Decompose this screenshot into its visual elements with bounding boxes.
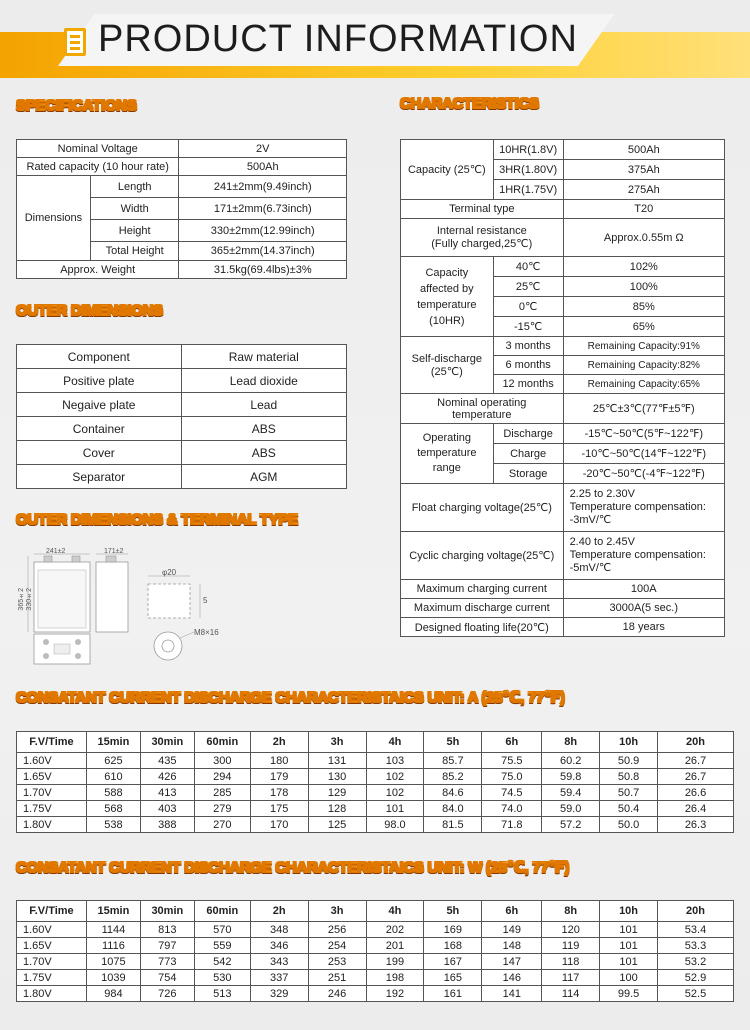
materials-table — [16, 344, 347, 489]
char-value: 102% — [563, 257, 724, 277]
discharge-value-cell: 1144 — [86, 922, 140, 938]
table-row — [17, 753, 734, 769]
discharge-value-cell: 984 — [86, 986, 140, 1002]
material-component: Cover — [17, 441, 182, 465]
float-voltage: 2.25 to 2.30V — [569, 488, 636, 500]
discharge-header-cell: 60min — [194, 732, 250, 753]
discharge-value-cell: 300 — [194, 753, 250, 769]
discharge-value-cell: 59.8 — [542, 769, 600, 785]
specifications-table — [16, 139, 347, 279]
terminal-height-label: 5 — [203, 596, 208, 605]
char-label: Operating temperature range — [401, 424, 494, 484]
discharge-header-cell: 6h — [482, 901, 542, 922]
char-label — [401, 219, 564, 257]
char-value: 85% — [563, 297, 724, 317]
discharge-value-cell: 103 — [366, 753, 424, 769]
discharge-value-cell: 50.7 — [600, 785, 658, 801]
discharge-value-cell: 118 — [542, 954, 600, 970]
discharge-value-cell: 254 — [308, 938, 366, 954]
char-sub: 1HR(1.75V) — [493, 180, 563, 200]
battery-outline-svg — [18, 548, 228, 673]
discharge-value-cell: 147 — [482, 954, 542, 970]
discharge-value-cell: 85.2 — [424, 769, 482, 785]
terminal-diameter-label: φ20 — [162, 568, 177, 577]
discharge-value-cell: 50.8 — [600, 769, 658, 785]
discharge-header-cell: 4h — [366, 732, 424, 753]
discharge-value-cell: 26.7 — [658, 753, 734, 769]
char-value: 3000A(5 sec.) — [563, 599, 724, 618]
spec-label: Rated capacity (10 hour rate) — [17, 158, 179, 176]
material-component: Separator — [17, 465, 182, 489]
materials-header: Raw material — [181, 345, 346, 369]
float-comp-value: -3mV/℃ — [569, 514, 612, 526]
table-row — [17, 986, 734, 1002]
outer-terminal-heading: OUTER DIMENSIONS & TERMINAL TYPE — [16, 511, 298, 528]
table-row — [17, 785, 734, 801]
discharge-voltage-cell: 1.65V — [17, 769, 87, 785]
spec-value: 365±2mm(14.37inch) — [179, 242, 347, 261]
discharge-value-cell: 71.8 — [482, 817, 542, 833]
char-sub: 10HR(1.8V) — [493, 140, 563, 160]
discharge-value-cell: 192 — [366, 986, 424, 1002]
discharge-header-cell: 30min — [140, 901, 194, 922]
discharge-value-cell: 403 — [140, 801, 194, 817]
char-label: Self-discharge (25℃) — [401, 337, 494, 394]
discharge-value-cell: 538 — [86, 817, 140, 833]
discharge-header-cell: 2h — [250, 732, 308, 753]
discharge-value-cell: 101 — [600, 938, 658, 954]
dim-width-label: 171±2 — [104, 548, 124, 555]
discharge-value-cell: 435 — [140, 753, 194, 769]
char-value: Remaining Capacity:65% — [563, 375, 724, 394]
discharge-header-cell: 10h — [600, 901, 658, 922]
dim-length-label: 241±2 — [46, 548, 66, 555]
material-component: Negaive plate — [17, 393, 182, 417]
discharge-header-cell: 5h — [424, 901, 482, 922]
discharge-value-cell: 256 — [308, 922, 366, 938]
discharge-value-cell: 148 — [482, 938, 542, 954]
discharge-value-cell: 26.6 — [658, 785, 734, 801]
discharge-header-cell: 2h — [250, 901, 308, 922]
discharge-header-cell: F.V/Time — [17, 901, 87, 922]
discharge-value-cell: 129 — [308, 785, 366, 801]
discharge-value-cell: 98.0 — [366, 817, 424, 833]
discharge-value-cell: 102 — [366, 769, 424, 785]
discharge-header-cell: 60min — [194, 901, 250, 922]
table-row — [17, 970, 734, 986]
char-label: Capacity affected by temperature (10HR) — [401, 257, 494, 337]
page-title: PRODUCT INFORMATION — [98, 18, 578, 60]
discharge-value-cell: 131 — [308, 753, 366, 769]
char-label: Cyclic charging voltage(25℃) — [401, 532, 564, 580]
discharge-w-table — [16, 900, 734, 1002]
discharge-value-cell: 570 — [194, 922, 250, 938]
discharge-value-cell: 343 — [250, 954, 308, 970]
char-label: Float charging voltage(25℃) — [401, 484, 564, 532]
discharge-value-cell: 125 — [308, 817, 366, 833]
discharge-value-cell: 53.3 — [658, 938, 734, 954]
material-component: Positive plate — [17, 369, 182, 393]
discharge-value-cell: 279 — [194, 801, 250, 817]
discharge-value-cell: 178 — [250, 785, 308, 801]
discharge-value-cell: 26.4 — [658, 801, 734, 817]
char-value — [563, 532, 724, 580]
discharge-voltage-cell: 1.60V — [17, 753, 87, 769]
discharge-value-cell: 348 — [250, 922, 308, 938]
char-value: -20℃~50℃(-4℉~122℉) — [563, 464, 724, 484]
discharge-header-cell: F.V/Time — [17, 732, 87, 753]
discharge-value-cell: 170 — [250, 817, 308, 833]
table-row — [17, 954, 734, 970]
char-sub: Discharge — [493, 424, 563, 444]
spec-label: Approx. Weight — [17, 261, 179, 279]
char-value: 275Ah — [563, 180, 724, 200]
discharge-value-cell: 559 — [194, 938, 250, 954]
discharge-voltage-cell: 1.80V — [17, 817, 87, 833]
char-value: Approx.0.55m Ω — [563, 219, 724, 257]
char-value: -15℃~50℃(5℉~122℉) — [563, 424, 724, 444]
discharge-value-cell: 198 — [366, 970, 424, 986]
spec-label: Width — [90, 198, 179, 220]
discharge-w-heading: CONSATANT CURRENT DISCHARGE CHARACTERISTAICS UNIT: W (25℃, 77℉) — [16, 859, 570, 876]
materials-header: Component — [17, 345, 182, 369]
spec-label: Height — [90, 220, 179, 242]
char-value: -10℃~50℃(14℉~122℉) — [563, 444, 724, 464]
discharge-value-cell: 75.0 — [482, 769, 542, 785]
discharge-value-cell: 413 — [140, 785, 194, 801]
discharge-header-cell: 8h — [542, 732, 600, 753]
discharge-value-cell: 52.5 — [658, 986, 734, 1002]
discharge-value-cell: 426 — [140, 769, 194, 785]
discharge-value-cell: 26.3 — [658, 817, 734, 833]
char-sub: Charge — [493, 444, 563, 464]
discharge-value-cell: 119 — [542, 938, 600, 954]
discharge-value-cell: 201 — [366, 938, 424, 954]
discharge-voltage-cell: 1.80V — [17, 986, 87, 1002]
char-value: 375Ah — [563, 160, 724, 180]
discharge-value-cell: 84.0 — [424, 801, 482, 817]
discharge-value-cell: 610 — [86, 769, 140, 785]
discharge-value-cell: 101 — [366, 801, 424, 817]
discharge-header-cell: 20h — [658, 901, 734, 922]
discharge-header-cell: 5h — [424, 732, 482, 753]
char-value: T20 — [563, 200, 724, 219]
char-value: 18 years — [563, 618, 724, 637]
spec-label: Dimensions — [17, 176, 91, 261]
outer-dimensions-heading: OUTER DIMENSIONS — [16, 302, 163, 319]
char-label: Designed floating life(20℃) — [401, 618, 564, 637]
discharge-voltage-cell: 1.60V — [17, 922, 87, 938]
discharge-header-cell: 8h — [542, 901, 600, 922]
bolt-label: M8×16 — [194, 628, 219, 637]
material-value: ABS — [181, 441, 346, 465]
discharge-value-cell: 101 — [600, 954, 658, 970]
discharge-value-cell: 726 — [140, 986, 194, 1002]
char-sub: 6 months — [493, 356, 563, 375]
discharge-header-cell: 15min — [86, 732, 140, 753]
discharge-value-cell: 114 — [542, 986, 600, 1002]
discharge-header-cell: 3h — [308, 732, 366, 753]
cyclic-comp-value: -5mV/℃ — [569, 562, 612, 574]
table-row — [17, 817, 734, 833]
discharge-value-cell: 813 — [140, 922, 194, 938]
discharge-value-cell: 26.7 — [658, 769, 734, 785]
discharge-value-cell: 270 — [194, 817, 250, 833]
discharge-value-cell: 530 — [194, 970, 250, 986]
char-sub: Storage — [493, 464, 563, 484]
char-value: 100A — [563, 580, 724, 599]
cyclic-comp-label: Temperature compensation: — [569, 549, 706, 561]
discharge-value-cell: 52.9 — [658, 970, 734, 986]
dim-height2-label: 330±2 — [26, 588, 33, 611]
discharge-header-cell: 20h — [658, 732, 734, 753]
discharge-a-heading: CONSATANT CURRENT DISCHARGE CHARACTERISTAICS UNIT: A (25℃, 77℉) — [16, 689, 565, 706]
char-value: Remaining Capacity:82% — [563, 356, 724, 375]
ir-label-line2: (Fully charged,25℃) — [431, 238, 533, 250]
discharge-value-cell: 50.4 — [600, 801, 658, 817]
discharge-voltage-cell: 1.70V — [17, 954, 87, 970]
discharge-header-cell: 10h — [600, 732, 658, 753]
char-sub: -15℃ — [493, 317, 563, 337]
discharge-value-cell: 141 — [482, 986, 542, 1002]
discharge-value-cell: 1075 — [86, 954, 140, 970]
discharge-value-cell: 202 — [366, 922, 424, 938]
spec-label: Total Height — [90, 242, 179, 261]
char-label: Nominal operating temperature — [401, 394, 564, 424]
table-row — [17, 769, 734, 785]
discharge-value-cell: 175 — [250, 801, 308, 817]
discharge-value-cell: 1039 — [86, 970, 140, 986]
spec-value: 171±2mm(6.73inch) — [179, 198, 347, 220]
char-label: Capacity (25℃) — [401, 140, 494, 200]
discharge-value-cell: 74.5 — [482, 785, 542, 801]
discharge-voltage-cell: 1.65V — [17, 938, 87, 954]
ir-label-line1: Internal resistance — [436, 225, 527, 237]
char-value: 65% — [563, 317, 724, 337]
char-value — [563, 484, 724, 532]
discharge-value-cell: 1116 — [86, 938, 140, 954]
discharge-value-cell: 59.4 — [542, 785, 600, 801]
discharge-value-cell: 100 — [600, 970, 658, 986]
discharge-header-cell: 3h — [308, 901, 366, 922]
spec-value: 241±2mm(9.49inch) — [179, 176, 347, 198]
spec-value: 2V — [179, 140, 347, 158]
discharge-value-cell: 149 — [482, 922, 542, 938]
discharge-value-cell: 337 — [250, 970, 308, 986]
discharge-value-cell: 57.2 — [542, 817, 600, 833]
table-row — [17, 801, 734, 817]
char-value: 500Ah — [563, 140, 724, 160]
discharge-value-cell: 542 — [194, 954, 250, 970]
char-sub: 3HR(1.80V) — [493, 160, 563, 180]
char-sub: 40℃ — [493, 257, 563, 277]
battery-drawing — [18, 548, 228, 673]
discharge-value-cell: 346 — [250, 938, 308, 954]
dim-height1-label: 365±2 — [18, 588, 25, 611]
discharge-header-cell: 4h — [366, 901, 424, 922]
discharge-value-cell: 128 — [308, 801, 366, 817]
discharge-value-cell: 168 — [424, 938, 482, 954]
char-sub: 25℃ — [493, 277, 563, 297]
spec-value: 330±2mm(12.99inch) — [179, 220, 347, 242]
discharge-value-cell: 99.5 — [600, 986, 658, 1002]
discharge-value-cell: 179 — [250, 769, 308, 785]
float-comp-label: Temperature compensation: — [569, 501, 706, 513]
discharge-value-cell: 513 — [194, 986, 250, 1002]
char-value: Remaining Capacity:91% — [563, 337, 724, 356]
char-label: Terminal type — [401, 200, 564, 219]
discharge-voltage-cell: 1.75V — [17, 801, 87, 817]
discharge-value-cell: 329 — [250, 986, 308, 1002]
discharge-value-cell: 50.0 — [600, 817, 658, 833]
char-value: 100% — [563, 277, 724, 297]
discharge-value-cell: 294 — [194, 769, 250, 785]
material-value: Lead dioxide — [181, 369, 346, 393]
discharge-value-cell: 120 — [542, 922, 600, 938]
discharge-value-cell: 53.4 — [658, 922, 734, 938]
discharge-value-cell: 130 — [308, 769, 366, 785]
discharge-value-cell: 251 — [308, 970, 366, 986]
discharge-value-cell: 60.2 — [542, 753, 600, 769]
document-icon — [64, 28, 86, 56]
discharge-value-cell: 74.0 — [482, 801, 542, 817]
discharge-header-cell: 30min — [140, 732, 194, 753]
discharge-value-cell: 754 — [140, 970, 194, 986]
discharge-value-cell: 253 — [308, 954, 366, 970]
discharge-value-cell: 167 — [424, 954, 482, 970]
discharge-value-cell: 199 — [366, 954, 424, 970]
char-label: Maximum charging current — [401, 580, 564, 599]
table-row — [17, 922, 734, 938]
spec-value: 500Ah — [179, 158, 347, 176]
discharge-a-table — [16, 731, 734, 833]
discharge-value-cell: 388 — [140, 817, 194, 833]
discharge-value-cell: 101 — [600, 922, 658, 938]
char-sub: 3 months — [493, 337, 563, 356]
characteristics-table — [400, 139, 725, 637]
discharge-value-cell: 180 — [250, 753, 308, 769]
discharge-value-cell: 797 — [140, 938, 194, 954]
cyclic-voltage: 2.40 to 2.45V — [569, 536, 636, 548]
spec-label: Nominal Voltage — [17, 140, 179, 158]
discharge-value-cell: 161 — [424, 986, 482, 1002]
discharge-value-cell: 165 — [424, 970, 482, 986]
char-label: Maximum discharge current — [401, 599, 564, 618]
specifications-heading: SPECIFICATIONS — [16, 97, 137, 114]
discharge-value-cell: 81.5 — [424, 817, 482, 833]
discharge-value-cell: 169 — [424, 922, 482, 938]
table-row — [17, 938, 734, 954]
material-value: ABS — [181, 417, 346, 441]
discharge-voltage-cell: 1.70V — [17, 785, 87, 801]
discharge-value-cell: 50.9 — [600, 753, 658, 769]
discharge-value-cell: 85.7 — [424, 753, 482, 769]
discharge-header-cell: 6h — [482, 732, 542, 753]
characteristics-heading: CHARACTERISTICS — [400, 95, 539, 112]
discharge-value-cell: 568 — [86, 801, 140, 817]
char-sub: 12 months — [493, 375, 563, 394]
discharge-voltage-cell: 1.75V — [17, 970, 87, 986]
discharge-value-cell: 102 — [366, 785, 424, 801]
char-value: 25℃±3℃(77℉±5℉) — [563, 394, 724, 424]
discharge-value-cell: 117 — [542, 970, 600, 986]
discharge-value-cell: 285 — [194, 785, 250, 801]
discharge-value-cell: 53.2 — [658, 954, 734, 970]
material-value: Lead — [181, 393, 346, 417]
material-value: AGM — [181, 465, 346, 489]
discharge-value-cell: 773 — [140, 954, 194, 970]
discharge-header-cell: 15min — [86, 901, 140, 922]
spec-label: Length — [90, 176, 179, 198]
discharge-value-cell: 146 — [482, 970, 542, 986]
discharge-value-cell: 84.6 — [424, 785, 482, 801]
material-component: Container — [17, 417, 182, 441]
discharge-value-cell: 246 — [308, 986, 366, 1002]
discharge-value-cell: 625 — [86, 753, 140, 769]
discharge-value-cell: 75.5 — [482, 753, 542, 769]
char-sub: 0℃ — [493, 297, 563, 317]
spec-value: 31.5kg(69.4lbs)±3% — [179, 261, 347, 279]
discharge-value-cell: 59.0 — [542, 801, 600, 817]
discharge-value-cell: 588 — [86, 785, 140, 801]
